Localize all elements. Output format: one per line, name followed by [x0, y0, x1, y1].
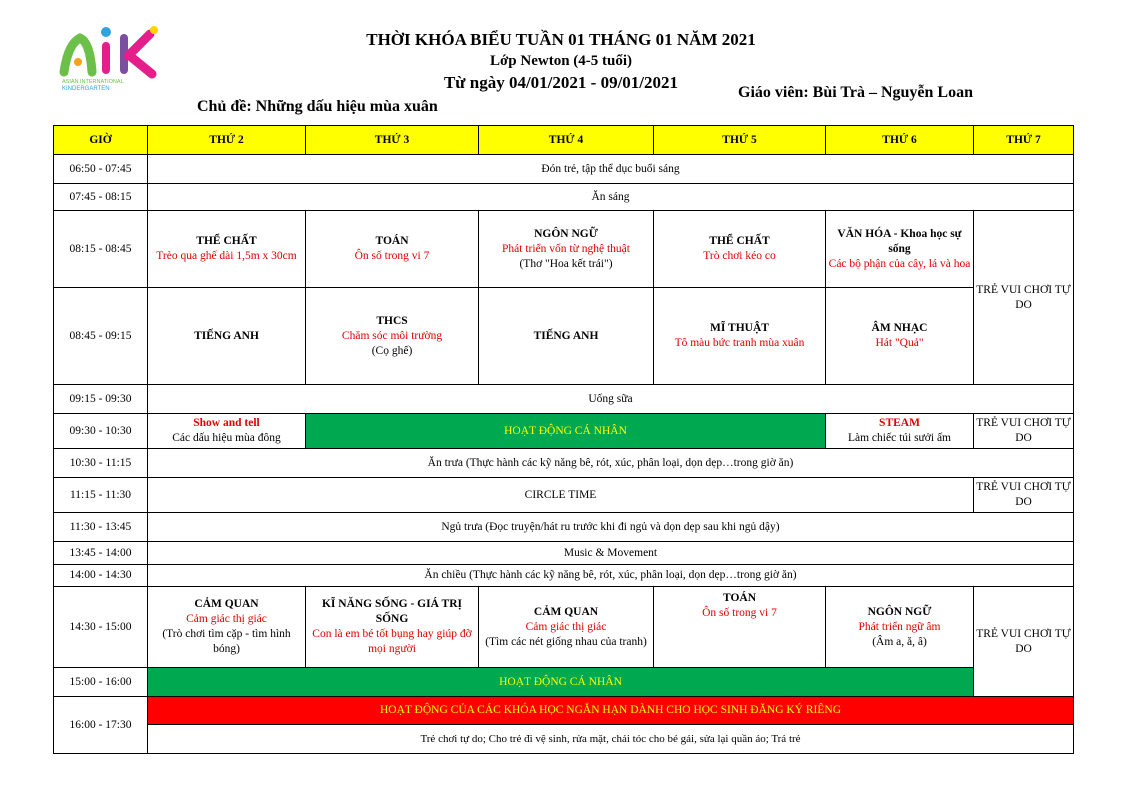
- subject-title: MĨ THUẬT: [710, 322, 769, 334]
- subject-title: CẢM QUAN: [194, 598, 259, 610]
- activity-cell: Ăn chiều (Thực hành các kỹ năng bê, rót, xúc, phân loại, dọn dẹp…trong giờ ăn): [148, 565, 1074, 587]
- activity-cell: Ăn sáng: [148, 184, 1074, 211]
- short-course-cell: HOẠT ĐỘNG CỦA CÁC KHÓA HỌC NGẮN HẠN DÀNH CHO HỌC SINH ĐĂNG KÝ RIÊNG: [148, 697, 1074, 725]
- activity-cell: Ăn trưa (Thực hành các kỹ năng bê, rót, xúc, phân loại, dọn dẹp…trong giờ ăn): [148, 449, 1074, 478]
- subject-title: NGÔN NGỮ: [867, 605, 932, 618]
- activity-cell: [479, 211, 654, 288]
- time-cell: 16:00 - 17:30: [54, 697, 148, 754]
- time-cell: 09:30 - 10:30: [54, 414, 148, 449]
- subject-title: THCS: [376, 314, 408, 327]
- time-cell: 15:00 - 16:00: [54, 668, 148, 697]
- time-cell: 08:45 - 09:15: [54, 288, 148, 385]
- subject-title: KĨ NĂNG SỐNG - GIÁ TRỊ SỐNG: [321, 598, 463, 625]
- teachers: Giáo viên: Bùi Trà – Nguyễn Loan: [738, 84, 973, 101]
- activity-cell: [148, 414, 306, 449]
- col-thu: THỨ 5: [654, 126, 826, 155]
- subject-detail: Phát triển ngữ âm: [858, 620, 941, 633]
- activity-cell: [654, 587, 826, 668]
- subject-note: (Âm a, ă, â): [872, 635, 927, 648]
- subject-title: CẢM QUAN: [533, 605, 599, 618]
- activity-cell: [148, 211, 306, 288]
- individual-activity-cell: HOẠT ĐỘNG CÁ NHÂN: [306, 414, 826, 449]
- subject-title: NGÔN NGỮ: [534, 227, 598, 240]
- subject-detail: Trò chơi kéo co: [703, 250, 776, 262]
- subject-note: (Tìm các nét giống nhau của tranh): [485, 635, 647, 648]
- free-play-cell: TRẺ VUI CHƠI TỰ DO: [974, 211, 1074, 385]
- subject-detail: Các bộ phận của cây, lá và hoa: [828, 257, 971, 270]
- subject-note: (Trò chơi tìm cặp - tìm hình bóng): [162, 628, 291, 655]
- time-cell: 08:15 - 08:45: [54, 211, 148, 288]
- table-row: [54, 184, 1074, 211]
- time-cell: 14:00 - 14:30: [54, 565, 148, 587]
- activity-cell: [826, 288, 974, 385]
- time-cell: 09:15 - 09:30: [54, 385, 148, 414]
- col-fri: THỨ 6: [826, 126, 974, 155]
- subject-title: TIẾNG ANH: [533, 329, 599, 342]
- table-row: [54, 725, 1074, 754]
- subject-detail: Ôn số trong vi 7: [354, 250, 430, 262]
- theme: Chủ đề: Những dấu hiệu mùa xuân: [197, 98, 438, 115]
- table-row: [54, 155, 1074, 184]
- activity-cell: [148, 587, 306, 668]
- class-name: Lớp Newton (4-5 tuổi): [489, 53, 633, 69]
- time-cell: 14:30 - 15:00: [54, 587, 148, 668]
- table-row: [54, 385, 1074, 414]
- subject-note: (Cọ ghế): [371, 344, 413, 357]
- time-cell: 13:45 - 14:00: [54, 542, 148, 565]
- subject-detail: Phát triển vốn từ nghệ thuật: [502, 242, 630, 255]
- time-cell: 11:15 - 11:30: [54, 478, 148, 513]
- table-row: [54, 513, 1074, 542]
- activity-cell: [306, 288, 479, 385]
- table-row: [54, 211, 1074, 288]
- activity-cell: Trẻ chơi tự do; Cho trẻ đi vệ sinh, rửa mặt, chải tóc cho bé gái, sửa lại quần áo; Trả trẻ: [148, 725, 1074, 754]
- free-play-cell: TRẺ VUI CHƠI TỰ DO: [974, 587, 1074, 697]
- subject-detail: Tô màu bức tranh mùa xuân: [674, 337, 805, 349]
- free-play-cell: TRẺ VUI CHƠI TỰ DO: [974, 478, 1074, 513]
- table-row: [54, 414, 1074, 449]
- activity-cell: [654, 288, 826, 385]
- table-row: [54, 478, 1074, 513]
- table-row: [54, 668, 1074, 697]
- subject-title: VĂN HÓA - Khoa học sự sống: [837, 227, 962, 255]
- col-time: GIỜ: [54, 126, 148, 155]
- logo-subtitle-2: KINDERGARTEN: [62, 86, 110, 92]
- activity-cell: CIRCLE TIME: [148, 478, 974, 513]
- col-wed: THỨ 4: [479, 126, 654, 155]
- schedule-title: THỜI KHÓA BIỂU TUẦN 01 THÁNG 01 NĂM 2021: [366, 30, 756, 49]
- subject-title: THỂ CHẤT: [196, 235, 257, 247]
- subject-detail: Ôn số trong vi 7: [702, 607, 777, 619]
- activity-cell: Đón trẻ, tập thể dục buổi sáng: [148, 155, 1074, 184]
- activity-cell: [654, 211, 826, 288]
- subject-title: Show and tell: [193, 417, 260, 429]
- date-range: Từ ngày 04/01/2021 - 09/01/2021: [443, 73, 679, 92]
- table-row: [54, 565, 1074, 587]
- subject-detail: Con là em bé tốt bụng hay giúp đỡ mọi người: [312, 628, 472, 655]
- subject-detail: Hát "Quả": [875, 337, 924, 349]
- subject-detail: Trèo qua ghế dài 1,5m x 30cm: [156, 250, 297, 262]
- activity-cell: [148, 288, 306, 385]
- header-row: [54, 126, 1074, 155]
- table-row: [54, 449, 1074, 478]
- col-mon: THỨ 2: [148, 126, 306, 155]
- time-cell: 06:50 - 07:45: [54, 155, 148, 184]
- activity-cell: Ngủ trưa (Đọc truyện/hát ru trước khi đi ngủ và dọn dẹp sau khi ngủ dậy): [148, 513, 1074, 542]
- col-sat: THỨ 7: [974, 126, 1074, 155]
- subject-detail: Cảm giác thị giác: [186, 613, 267, 625]
- table-row: [54, 697, 1074, 725]
- table-row: [54, 587, 1074, 668]
- time-cell: 10:30 - 11:15: [54, 449, 148, 478]
- activity-cell: [826, 414, 974, 449]
- subject-detail: Các dấu hiệu mùa đông: [172, 432, 281, 444]
- activity-cell: Uống sữa: [148, 385, 1074, 414]
- subject-title: STEAM: [879, 417, 920, 429]
- activity-cell: [479, 288, 654, 385]
- col-tue: THỨ 3: [306, 126, 479, 155]
- time-cell: 11:30 - 13:45: [54, 513, 148, 542]
- activity-cell: [479, 587, 654, 668]
- subject-detail: Cảm giác thị giác: [525, 620, 607, 633]
- subject-title: TOÁN: [375, 235, 409, 247]
- subject-title: TOÁN: [722, 592, 757, 604]
- activity-cell: [826, 587, 974, 668]
- activity-cell: [826, 211, 974, 288]
- individual-activity-cell: HOẠT ĐỘNG CÁ NHÂN: [148, 668, 974, 697]
- logo-subtitle-1: ASIAN INTERNATIONAL: [62, 79, 124, 85]
- table-row: [54, 288, 1074, 385]
- subject-detail: Làm chiếc túi sưởi ấm: [847, 432, 951, 444]
- activity-cell: [306, 587, 479, 668]
- activity-cell: [306, 211, 479, 288]
- subject-title: THỂ CHẤT: [709, 235, 770, 247]
- subject-detail: Chăm sóc môi trường: [341, 329, 443, 342]
- timetable: [53, 125, 1074, 754]
- table-row: [54, 542, 1074, 565]
- subject-title: TIẾNG ANH: [194, 329, 259, 342]
- subject-title: ÂM NHẠC: [871, 322, 928, 334]
- activity-cell: Music & Movement: [148, 542, 1074, 565]
- subject-note: (Thơ "Hoa kết trái"): [519, 257, 613, 270]
- free-play-cell: TRẺ VUI CHƠI TỰ DO: [974, 414, 1074, 449]
- time-cell: 07:45 - 08:15: [54, 184, 148, 211]
